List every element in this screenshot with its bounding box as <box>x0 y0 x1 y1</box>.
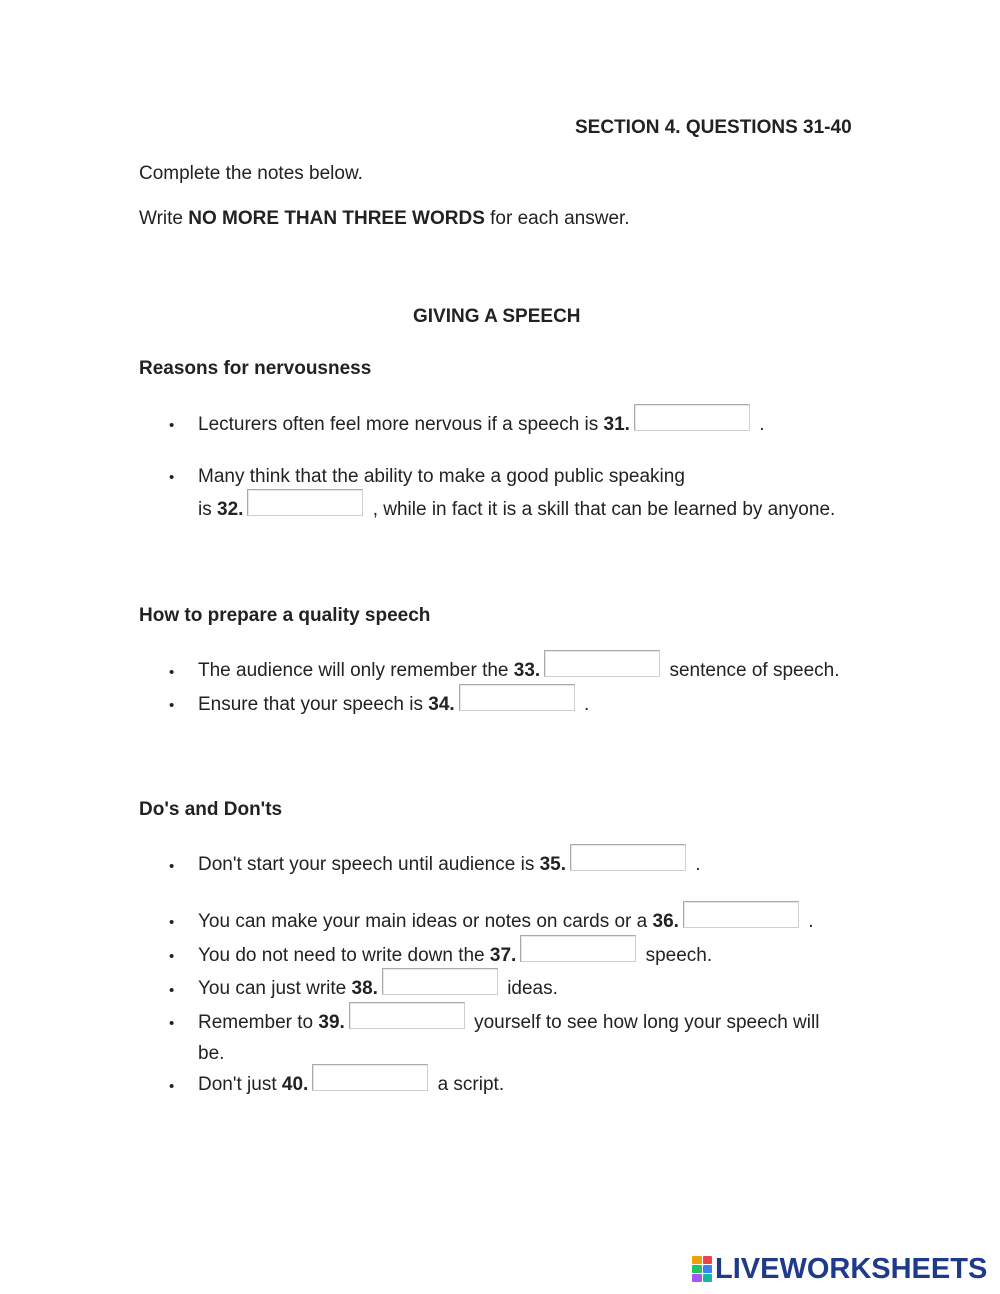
instruction-post: for each answer. <box>484 208 630 229</box>
q38-text: You can just write <box>198 978 352 999</box>
q38-number: 38. <box>351 978 378 999</box>
q31-text: Lecturers often feel more nervous if a speech is <box>198 414 604 435</box>
bullet-icon: • <box>169 982 175 999</box>
page-title: GIVING A SPEECH <box>413 306 581 327</box>
question-34 <box>198 683 589 727</box>
q37-number: 37. <box>489 945 517 966</box>
bullet-icon: • <box>169 469 175 486</box>
bullet-icon: • <box>169 858 175 875</box>
answer-32-input[interactable] <box>247 489 363 516</box>
question-40 <box>198 1063 504 1107</box>
bullet-icon: • <box>169 664 175 681</box>
q34-text: Ensure that your speech is <box>198 694 429 715</box>
q39-text: Remember to <box>198 1012 319 1033</box>
answer-34-input[interactable] <box>459 684 575 711</box>
q32-post: , while in fact it is a skill that can be learned by anyone. <box>367 499 836 520</box>
q40-number: 40. <box>281 1074 309 1095</box>
section-heading-dos-donts: Do's and Don'ts <box>139 799 283 820</box>
answer-39-input[interactable] <box>349 1002 465 1029</box>
bullet-icon: • <box>169 1078 175 1095</box>
instruction-word-limit: NO MORE THAN THREE WORDS <box>188 208 485 229</box>
q33-post: sentence of speech. <box>664 660 840 681</box>
q35-post: . <box>690 854 701 875</box>
answer-40-input[interactable] <box>312 1064 428 1091</box>
question-39-line-2: be. <box>198 1043 225 1064</box>
answer-36-input[interactable] <box>683 901 799 928</box>
q35-text: Don't start your speech until audience is <box>198 854 540 875</box>
question-39 <box>198 1001 819 1045</box>
q31-number: 31. <box>603 414 630 435</box>
question-35 <box>198 843 701 887</box>
instruction-line-1: Complete the notes below. <box>139 163 363 184</box>
q37-text: You do not need to write down the <box>198 945 490 966</box>
q34-post: . <box>578 694 590 715</box>
q36-text: You can make your main ideas or notes on cards or a <box>198 911 653 932</box>
answer-37-input[interactable] <box>520 935 636 962</box>
q33-text: The audience will only remember the <box>198 660 514 681</box>
section-heading-prepare: How to prepare a quality speech <box>139 605 431 626</box>
liveworksheets-logo[interactable] <box>692 1254 987 1284</box>
q40-text: Don't just <box>198 1074 282 1095</box>
question-31 <box>198 402 765 438</box>
bullet-icon: • <box>169 1015 175 1032</box>
answer-35-input[interactable] <box>570 844 686 871</box>
q36-number: 36. <box>652 911 679 932</box>
q40-post: a script. <box>432 1074 505 1095</box>
bullet-icon: • <box>169 948 175 965</box>
q39-number: 39. <box>318 1012 345 1033</box>
question-32-line-1: Many think that the ability to make a good public speaking <box>198 466 685 487</box>
answer-38-input[interactable] <box>382 968 498 995</box>
logo-text: LIVEWORKSHEETS <box>715 1252 988 1285</box>
answer-33-input[interactable] <box>544 650 660 677</box>
bullet-icon: • <box>169 417 175 434</box>
q37-post: speech. <box>640 945 713 966</box>
instruction-pre: Write <box>139 208 189 229</box>
q32-number: 32. <box>217 499 244 520</box>
answer-31-input[interactable] <box>634 404 750 431</box>
instruction-line-2 <box>139 208 630 230</box>
bullet-icon: • <box>169 697 175 714</box>
q35-number: 35. <box>539 854 567 875</box>
q38-post: ideas. <box>501 978 558 999</box>
question-32 <box>198 488 835 532</box>
bullet-icon: • <box>169 914 175 931</box>
section-title: SECTION 4. QUESTIONS 31-40 <box>575 117 852 138</box>
q36-post: . <box>802 911 814 932</box>
liveworksheets-logo-icon <box>692 1256 712 1282</box>
q39-post: yourself to see how long your speech will <box>468 1012 820 1033</box>
q31-post: . <box>753 414 765 435</box>
q34-number: 34. <box>428 694 455 715</box>
q32-text: is <box>198 499 217 520</box>
section-heading-nervousness: Reasons for nervousness <box>139 358 372 379</box>
q33-number: 33. <box>513 660 541 681</box>
